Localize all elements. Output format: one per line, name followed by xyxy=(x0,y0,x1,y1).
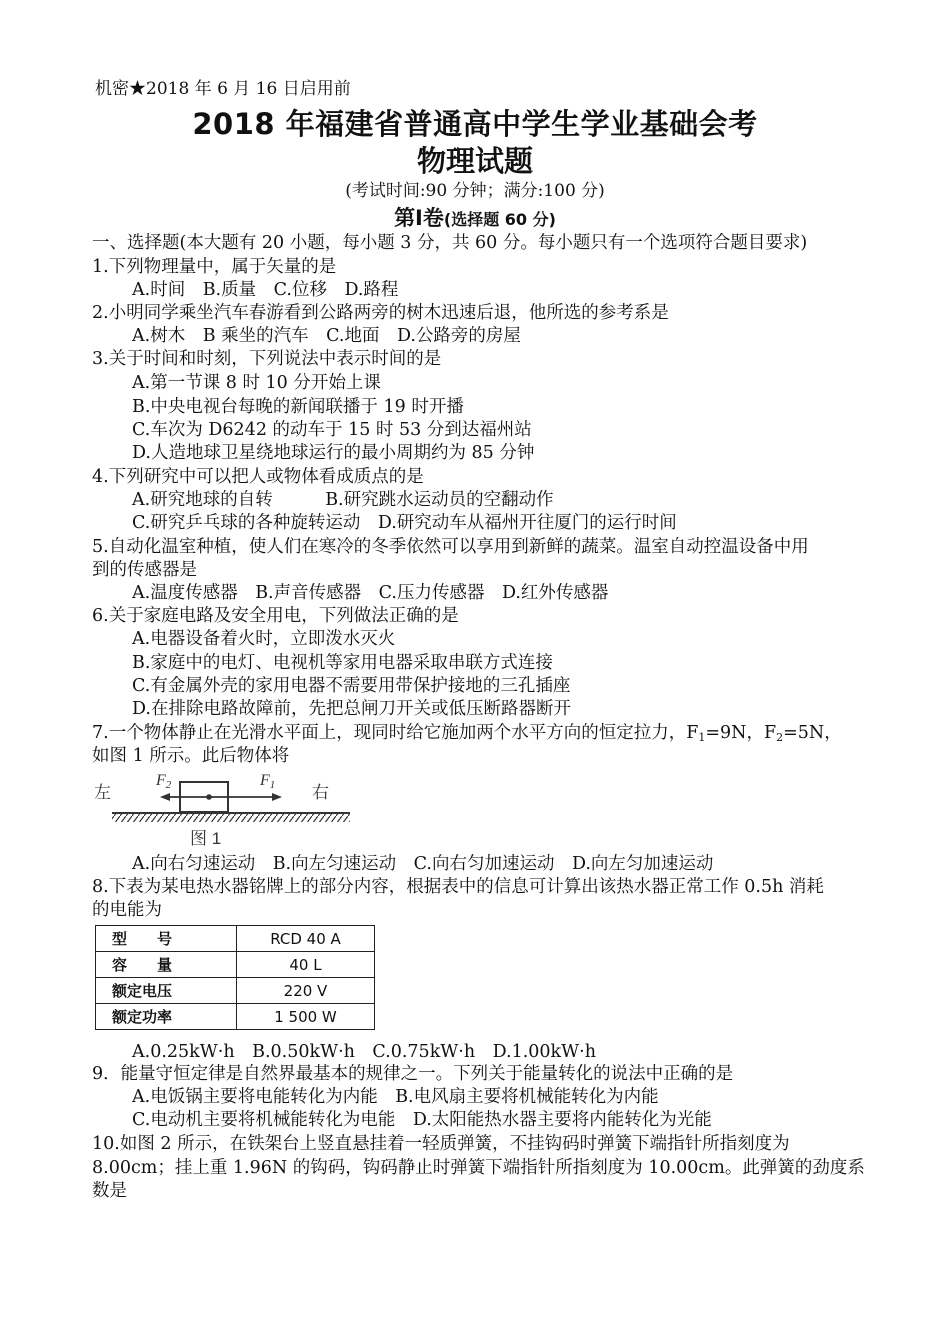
table-cell-value: 220 V xyxy=(237,978,375,1004)
q6-option-a: A.电器设备着火时，立即泼水灭火 xyxy=(132,629,396,649)
table-cell-value: 40 L xyxy=(237,952,375,978)
q10-stem-line3: 数是 xyxy=(92,1181,127,1201)
fig1-f2-arrowhead xyxy=(160,793,170,801)
q6-option-d: D.在排除电路故障前，先把总闸刀开关或低压断路器断开 xyxy=(132,699,571,719)
section-intro: 一、选择题(本大题有 20 小题，每小题 3 分，共 60 分。每小题只有一个选项符合题目要求) xyxy=(92,233,808,253)
part-heading xyxy=(0,205,950,233)
q4-stem: 4.下列研究中可以把人或物体看成质点的是 xyxy=(92,467,424,487)
q7-stem-part2: =9N，F xyxy=(705,723,777,743)
q7-stem-part1: 7.一个物体静止在光滑水平面上，现同时给它施加两个水平方向的恒定拉力，F xyxy=(92,723,699,743)
fig1-f1-arrowhead xyxy=(272,793,282,801)
q1-stem: 1.下列物理量中，属于矢量的是 xyxy=(92,257,337,277)
q9-options-cd: C.电动机主要将机械能转化为电能 D.太阳能热水器主要将内能转化为光能 xyxy=(132,1110,712,1130)
nameplate-table xyxy=(95,925,375,1030)
table-cell-key: 型 号 xyxy=(96,926,237,952)
table-cell-key: 容 量 xyxy=(96,952,237,978)
q7-subscript-1: 1 xyxy=(698,731,706,744)
table-cell-value: 1 500 W xyxy=(237,1004,375,1030)
table-row xyxy=(96,926,375,952)
q2-options: A.树木 B 乘坐的汽车 C.地面 D.公路旁的房屋 xyxy=(132,326,521,346)
table-row xyxy=(96,1004,375,1030)
q8-stem-line1: 8.下表为某电热水器铭牌上的部分内容，根据表中的信息可计算出该热水器正常工作 0.5h 消耗 xyxy=(92,877,824,897)
fig1-ground-hatch xyxy=(112,814,350,822)
q9-options-ab: A.电饭锅主要将电能转化为内能 B.电风扇主要将机械能转化为内能 xyxy=(132,1087,659,1107)
q3-option-d: D.人造地球卫星绕地球运行的最小周期约为 85 分钟 xyxy=(132,443,535,463)
figure-1 xyxy=(94,768,358,852)
part-note: (选择题 60 分) xyxy=(443,210,556,229)
q1-options: A.时间 B.质量 C.位移 D.路程 xyxy=(132,280,399,300)
q2-stem: 2.小明同学乘坐汽车春游看到公路两旁的树木迅速后退，他所选的参考系是 xyxy=(92,303,669,323)
fig1-left-label: 左 xyxy=(94,783,111,802)
table-cell-key: 额定电压 xyxy=(96,978,237,1004)
q10-stem-line1: 10.如图 2 所示，在铁架台上竖直悬挂着一轻质弹簧，不挂钩码时弹簧下端指针所指刻度为 xyxy=(92,1134,790,1154)
exam-info: (考试时间:90 分钟；满分:100 分) xyxy=(345,181,605,201)
q7-subscript-2: 2 xyxy=(776,731,784,744)
q4-options-cd: C.研究乒乓球的各种旋转运动 D.研究动车从福州开往厦门的运行时间 xyxy=(132,513,677,533)
figure-1-diagram xyxy=(94,768,358,852)
table-row xyxy=(96,978,375,1004)
fig1-caption: 图 1 xyxy=(190,829,222,848)
exam-title: 2018 年福建省普通高中学生学业基础会考 xyxy=(192,107,758,141)
q6-option-c: C.有金属外壳的家用电器不需要用带保护接地的三孔插座 xyxy=(132,676,571,696)
fig1-f2-label: F2 xyxy=(156,772,172,791)
q7-options: A.向右匀速运动 B.向左匀速运动 C.向右匀加速运动 D.向左匀加速运动 xyxy=(132,854,714,874)
confidential-notice: 机密★2018 年 6 月 16 日启用前 xyxy=(95,79,351,99)
q5-options: A.温度传感器 B.声音传感器 C.压力传感器 D.红外传感器 xyxy=(132,583,609,603)
table-cell-value: RCD 40 A xyxy=(237,926,375,952)
q6-stem: 6.关于家庭电路及安全用电，下列做法正确的是 xyxy=(92,606,459,626)
exam-subtitle: 物理试题 xyxy=(416,144,533,178)
q3-stem: 3.关于时间和时刻，下列说法中表示时间的是 xyxy=(92,349,442,369)
q6-option-b: B.家庭中的电灯、电视机等家用电器采取串联方式连接 xyxy=(132,653,553,673)
fig1-right-label: 右 xyxy=(312,783,329,802)
fig1-f1-label: F1 xyxy=(260,772,276,791)
q9-stem: 9．能量守恒定律是自然界最基本的规律之一。下列关于能量转化的说法中正确的是 xyxy=(92,1064,734,1084)
q7-stem-line2: 如图 1 所示。此后物体将 xyxy=(92,746,290,766)
q3-option-c: C.车次为 D6242 的动车于 15 时 53 分到达福州站 xyxy=(132,420,532,440)
table-cell-key: 额定功率 xyxy=(96,1004,237,1030)
q8-options: A.0.25kW·h B.0.50kW·h C.0.75kW·h D.1.00kW·h xyxy=(132,1042,596,1062)
q10-stem-line2: 8.00cm；挂上重 1.96N 的钩码，钩码静止时弹簧下端指针所指刻度为 10.00cm。此弹簧的劲度系 xyxy=(92,1158,865,1178)
q7-stem-part3: =5N， xyxy=(783,723,842,743)
q3-option-a: A.第一节课 8 时 10 分开始上课 xyxy=(132,373,381,393)
part-title: 第Ⅰ卷 xyxy=(394,206,444,230)
q3-option-b: B.中央电视台每晚的新闻联播于 19 时开播 xyxy=(132,397,464,417)
q4-options-ab: A.研究地球的自转 B.研究跳水运动员的空翻动作 xyxy=(132,490,554,510)
q5-stem-line1: 5.自动化温室种植，使人们在寒冷的冬季依然可以享用到新鲜的蔬菜。温室自动控温设备中用 xyxy=(92,537,809,557)
q5-stem-line2: 到的传感器是 xyxy=(92,560,197,580)
q8-stem-line2: 的电能为 xyxy=(92,900,162,920)
table-row xyxy=(96,952,375,978)
